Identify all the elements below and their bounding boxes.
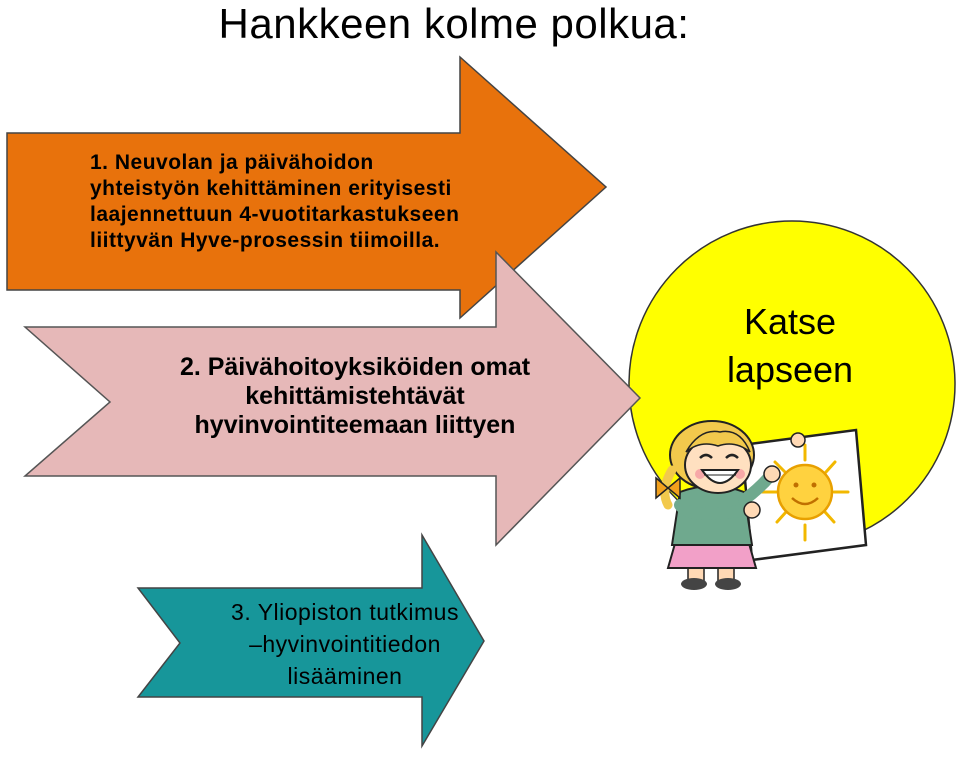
arrow-1-line: liittyvän Hyve-prosessin tiimoilla. — [90, 229, 441, 252]
arrow-3-line: 3. Yliopiston tutkimus — [231, 599, 459, 625]
arrow-2-label — [115, 353, 595, 440]
child-holding-sun-drawing-icon — [656, 421, 866, 590]
arrow-2-line: hyvinvointiteemaan liittyen — [194, 411, 516, 439]
circle-label — [690, 298, 890, 394]
arrow-2-line: 2. Päivähoitoyksiköiden omat — [179, 353, 531, 381]
arrow-3-line: lisääminen — [287, 663, 403, 689]
arrow-2-line: kehittämistehtävät — [245, 382, 465, 410]
page-title: Hankkeen kolme polkua: — [218, 0, 690, 47]
arrow-1-line: 1. Neuvolan ja päivähoidon — [90, 151, 374, 174]
arrow-1-line: laajennettuun 4-vuotitarkastukseen — [90, 203, 460, 226]
circle-line: lapseen — [726, 349, 854, 390]
arrow-3-line: –hyvinvointitiedon — [249, 631, 441, 657]
arrow-1-label — [90, 150, 459, 254]
circle-line: Katse — [743, 301, 837, 342]
arrow-3-label — [145, 596, 545, 692]
arrow-1-line: yhteistyön kehittäminen erityisesti — [90, 177, 452, 200]
